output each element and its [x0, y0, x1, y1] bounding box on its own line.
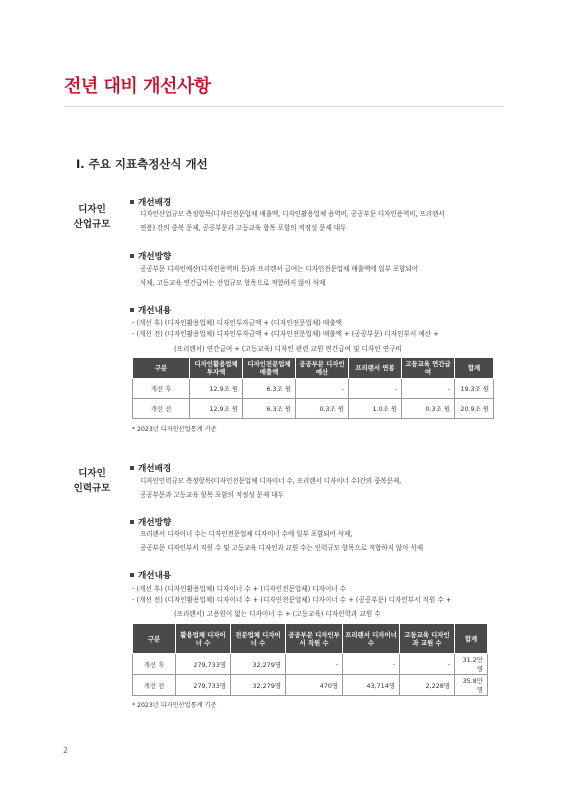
square-bullet-icon	[130, 573, 134, 577]
side-label-line: 인력규모	[73, 483, 111, 494]
table-cell: 개선 전	[133, 399, 190, 419]
table-cell: 470명	[286, 675, 343, 696]
content-bullets: - (개선 후) (디자인활용업체) 디자이너 수 + (디자인전문업체) 디자이너 수 - (개선 전) (디자인활용업체) 디자이너 수 + (디자인전문업체) 디자이너 수 + (공공부문) 디자인부서 직원 수 +	[132, 585, 452, 604]
table-cell: -	[296, 379, 349, 399]
table-cell: 1.0조 원	[349, 399, 402, 419]
table-cell: 6.3조 원	[243, 399, 296, 419]
table-header-cell: 고등교육 연간급여	[402, 358, 455, 379]
table-cell: 6.3조 원	[243, 379, 296, 399]
table-row	[133, 654, 488, 675]
title-divider	[64, 106, 504, 107]
table-cell: 43,714명	[343, 675, 400, 696]
table-header-cell: 전문업체 디자이너 수	[231, 624, 286, 654]
table-cell: -	[349, 379, 402, 399]
square-bullet-icon	[130, 254, 134, 258]
side-label-workforce-scale	[64, 466, 120, 496]
background-text: 디자인산업규모 측정항목(디자인전문업체 매출액, 디자인활용업체 용역비, 공공부문 디자인용역비, 프리랜서 연봉) 간의 중복 문제, 공공부문과 고등교육 항목 포함의 적정성 문제 대두	[140, 210, 445, 232]
subheading-background: 개선배경	[130, 196, 171, 208]
table-header-cell: 프리랜서 디자이너 수	[343, 624, 400, 654]
table-header-cell: 구분	[133, 358, 190, 379]
table-cell: 개선 후	[133, 379, 190, 399]
subheading-background: 개선배경	[130, 462, 171, 474]
page-number: 2	[63, 746, 69, 755]
table-cell: 31.2만 명	[455, 654, 488, 675]
subheading-content: 개선내용	[130, 304, 171, 316]
table-row	[133, 675, 488, 696]
table-header-cell: 디자인활용업체 투자액	[190, 358, 243, 379]
source-note: * 2023년 디자인산업통계 기준	[132, 426, 217, 433]
direction-text: 공공부문 디자인예산(디자인용역비 등)과 프리랜서 급여는 디자인전문업체 매출액에 일부 포함되어 삭제, 고등교육 연간급여는 산업규모 항목으로 적합하지 않아 삭제	[140, 265, 418, 287]
square-bullet-icon	[130, 466, 134, 470]
table-header-cell: 활용업체 디자이너 수	[176, 624, 231, 654]
table-row	[133, 399, 494, 419]
table-header-cell: 공공부문 디자인예산	[296, 358, 349, 379]
workforce-scale-table	[132, 623, 488, 696]
table-cell: 12.9조 원	[190, 379, 243, 399]
table-cell: 279,733명	[176, 675, 231, 696]
content-bullets: - (개선 후) (디자인활용업체) 디자인투자금액 + (디자인전문업체) 매출액 - (개선 전) (디자인활용업체) 디자인투자금액 + (디자인전문업체) 매출액 + (공공부문) 디자인부서 예산 +	[132, 319, 439, 338]
industry-scale-table	[132, 357, 494, 419]
table-cell: -	[402, 379, 455, 399]
section-heading: Ⅰ. 주요 지표측정산식 개선	[76, 157, 208, 171]
side-label-line: 디자인	[78, 468, 106, 479]
direction-text: 프리랜서 디자이너 수는 디자인전문업체 디자이너 수에 일부 포함되어 삭제, 공공부문 디자인부서 직원 수 및 고등교육 디자인과 교원 수는 인력규모 항목으로 적합하지 않아 삭제	[140, 530, 423, 552]
table-header-cell: 합계	[455, 358, 494, 379]
table-cell: 12.9조 원	[190, 399, 243, 419]
table-cell: 279,733명	[176, 654, 231, 675]
side-label-industry-scale	[64, 202, 120, 232]
table-header-cell: 공공부문 디자인부서 직원 수	[286, 624, 343, 654]
subheading-direction: 개선방향	[130, 250, 171, 262]
square-bullet-icon	[130, 520, 134, 524]
content-continuation: (프리랜서) 연간급여 + (고등교육) 디자인 관련 교원 연간급여 및 디자인 연구비	[174, 345, 402, 353]
square-bullet-icon	[130, 200, 134, 204]
table-cell: 0.3조 원	[296, 399, 349, 419]
table-row	[133, 379, 494, 399]
subheading-direction: 개선방향	[130, 516, 171, 528]
table-cell: -	[343, 654, 400, 675]
table-cell: 개선 후	[133, 654, 176, 675]
table-header-cell: 합계	[455, 624, 488, 654]
table-cell: 35.8만 명	[455, 675, 488, 696]
side-label-line: 산업규모	[73, 219, 111, 230]
table-cell: 0.3조 원	[402, 399, 455, 419]
background-text: 디자인인력규모 측정항목(디자인전문업체 디자이너 수, 프리랜서 디자이너 수)간의 중복문제, 공공부문과 고등교육 항목 포함의 적정성 문제 대두	[140, 477, 402, 499]
page-title: 전년 대비 개선사항	[64, 76, 211, 97]
table-cell: 개선 전	[133, 675, 176, 696]
table-cell: 32,279명	[231, 654, 286, 675]
table-cell: 20.9조 원	[455, 399, 494, 419]
table-cell: 2,228명	[400, 675, 455, 696]
table-cell: 19.3조 원	[455, 379, 494, 399]
content-continuation: (프리랜서) 고용원이 없는 디자이너 수 + (고등교육) 디자인학과 교원 수	[174, 610, 381, 618]
table-header-cell: 프리랜서 연봉	[349, 358, 402, 379]
table-header-cell: 구분	[133, 624, 176, 654]
side-label-line: 디자인	[78, 204, 106, 215]
table-cell: -	[286, 654, 343, 675]
table-cell: -	[400, 654, 455, 675]
table-header-row	[133, 624, 488, 654]
table-header-cell: 고등교육 디자인과 교원 수	[400, 624, 455, 654]
source-note: * 2023년 디자인산업통계 기준	[132, 702, 217, 709]
table-cell: 32,279명	[231, 675, 286, 696]
subheading-content: 개선내용	[130, 569, 171, 581]
square-bullet-icon	[130, 308, 134, 312]
table-header-row	[133, 358, 494, 379]
table-header-cell: 디자인전문업체 매출액	[243, 358, 296, 379]
